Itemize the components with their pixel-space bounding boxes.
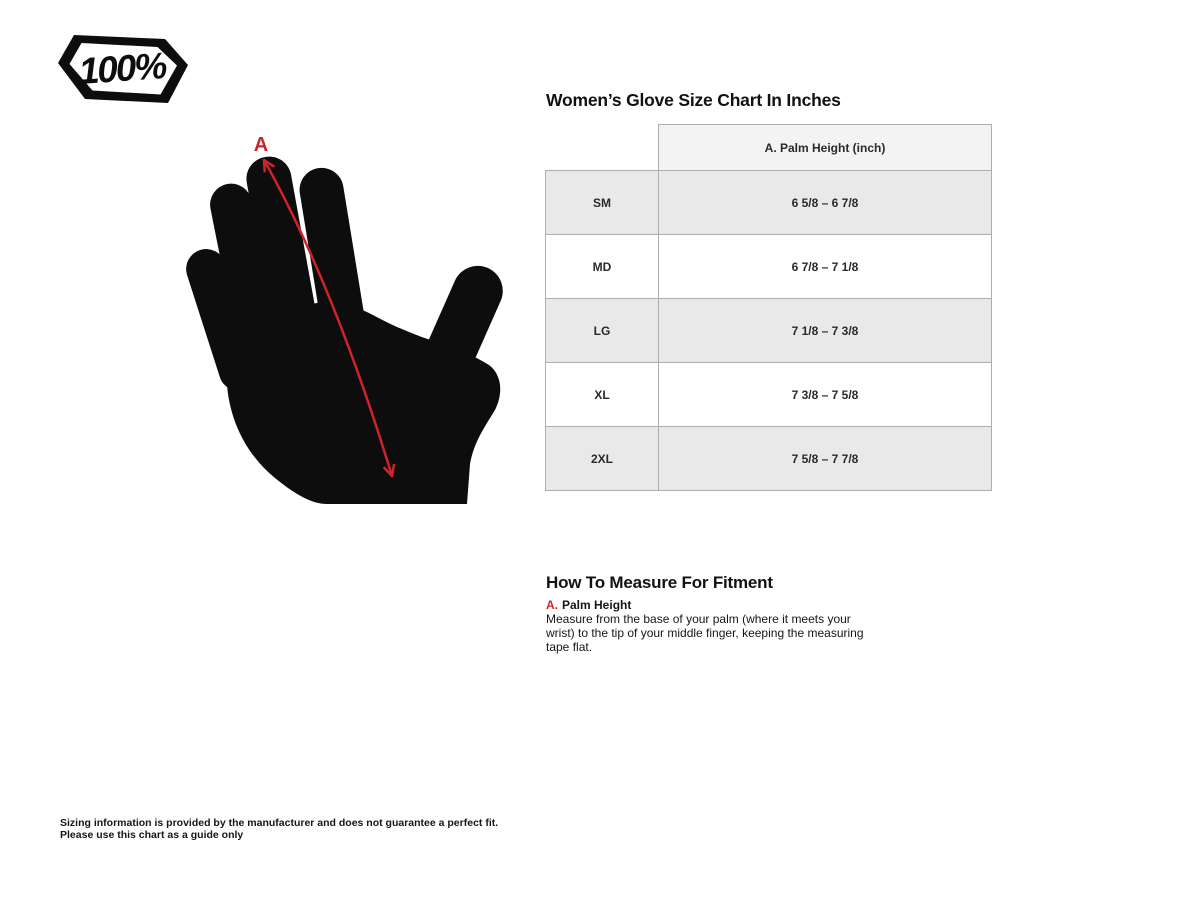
brand-logo-100percent <box>58 34 188 104</box>
disclaimer-line: Sizing information is provided by the manufacturer and does not guarantee a perfect fit. <box>60 817 499 829</box>
glove-measure-diagram <box>185 128 505 504</box>
palm-height-cell: 7 1/8 – 7 3/8 <box>659 299 992 363</box>
measurement-name: Palm Height <box>562 598 632 612</box>
how-to-measure-title: How To Measure For Fitment <box>546 573 773 592</box>
palm-height-cell: 7 5/8 – 7 7/8 <box>659 427 992 491</box>
header-spacer-cell <box>546 125 659 171</box>
size-cell: SM <box>546 171 659 235</box>
disclaimer-line: Please use this chart as a guide only <box>60 829 244 842</box>
palm-height-cell: 6 7/8 – 7 1/8 <box>659 235 992 299</box>
size-chart-title: Women’s Glove Size Chart In Inches <box>546 90 841 110</box>
measure-label-a: A <box>253 134 269 156</box>
hand-silhouette <box>185 153 505 504</box>
table-row-xl <box>546 363 992 427</box>
table-row-md <box>546 235 992 299</box>
description-line: wrist) to the tip of your middle finger, keeping the measuring <box>546 625 864 640</box>
size-cell: 2XL <box>546 427 659 491</box>
palm-height-cell: 6 5/8 – 6 7/8 <box>659 171 992 235</box>
sizing-disclaimer <box>60 817 498 841</box>
palm-height-cell: 7 3/8 – 7 5/8 <box>659 363 992 427</box>
table-row-sm <box>546 171 992 235</box>
logo-text: 100% <box>77 45 167 92</box>
size-chart-header-row <box>546 125 992 171</box>
measurement-letter: A. <box>546 598 558 612</box>
description-line: tape flat. <box>546 639 593 654</box>
measurement-description <box>546 613 864 654</box>
size-cell: LG <box>546 299 659 363</box>
table-row-lg <box>546 299 992 363</box>
column-header-palm-height: A. Palm Height (inch) <box>659 125 992 171</box>
size-chart-table <box>545 124 992 491</box>
description-line: Measure from the base of your palm (where it meets your <box>546 612 851 626</box>
table-row-2xl <box>546 427 992 491</box>
size-cell: XL <box>546 363 659 427</box>
measurement-item-heading <box>546 598 631 612</box>
size-cell: MD <box>546 235 659 299</box>
